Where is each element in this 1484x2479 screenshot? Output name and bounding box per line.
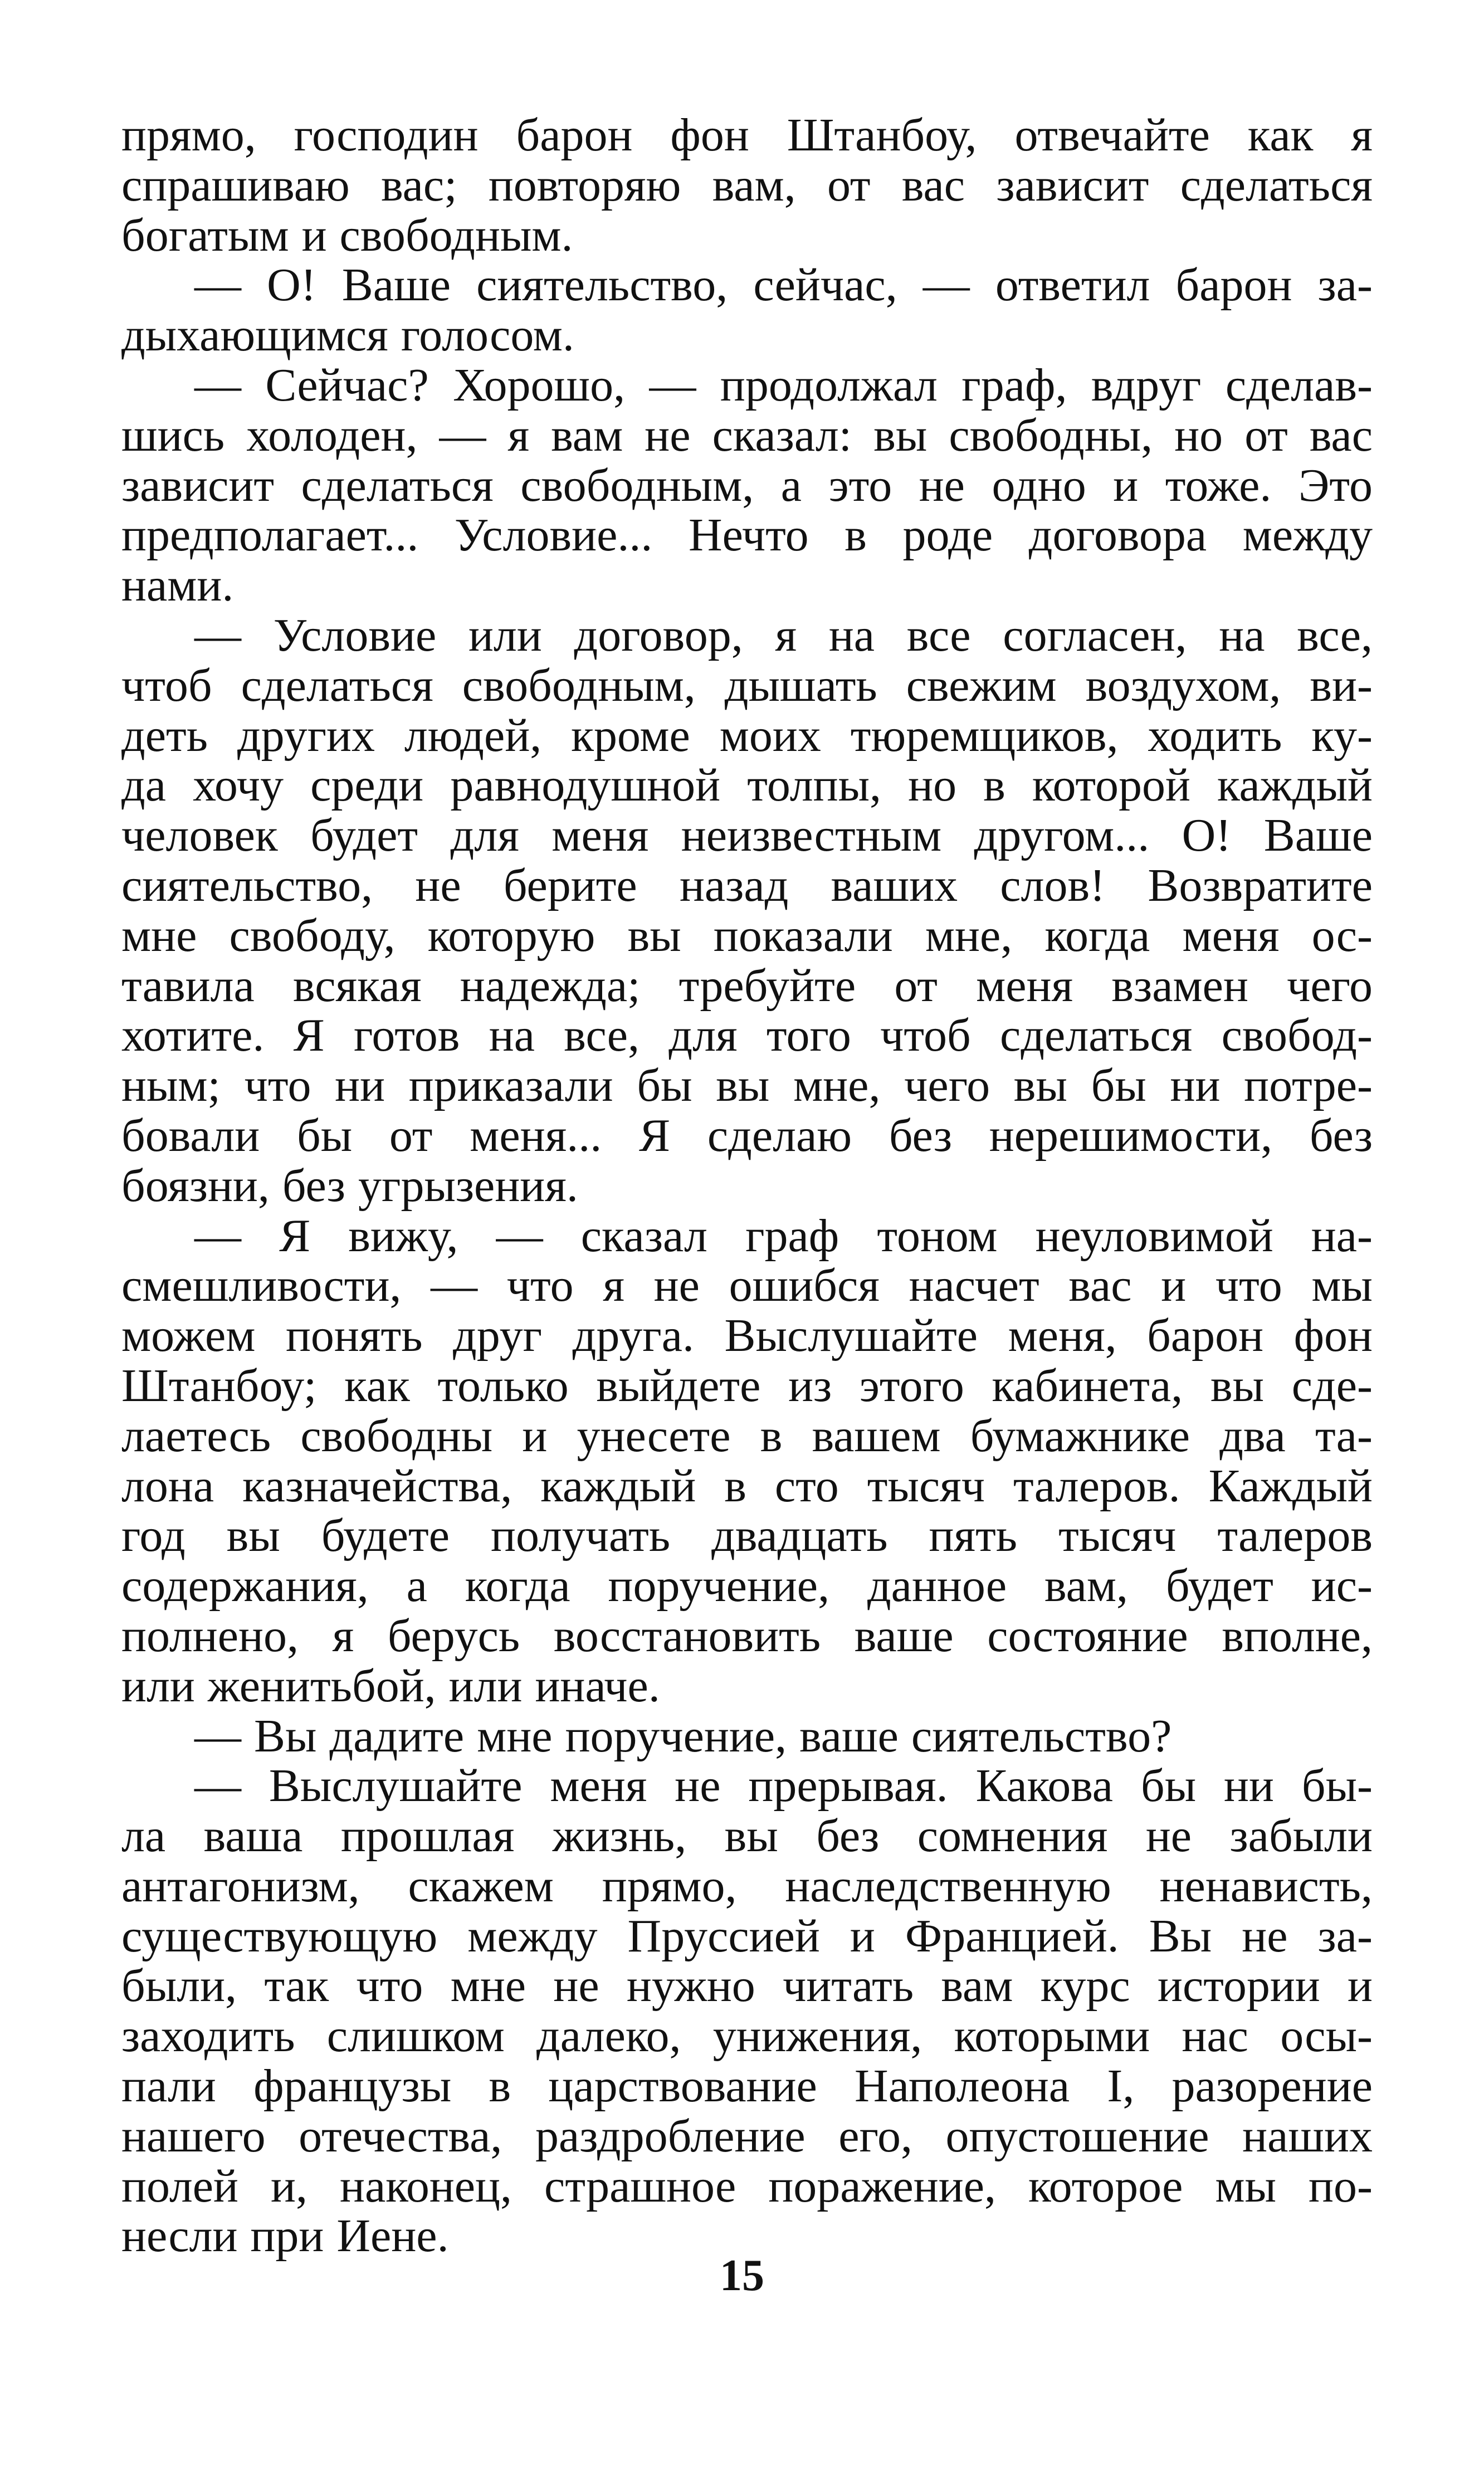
text-line: лона казначейства, каждый в сто тысяч талеров. Каждый (121, 1460, 1373, 1512)
text-line: можем понять друг друга. Выслушайте меня, барон фон (121, 1310, 1373, 1362)
text-line: спрашиваю вас; повторяю вам, от вас зависит сделаться (121, 159, 1373, 211)
text-line: нами. (121, 559, 234, 612)
text-line: прямо, господин барон фон Штанбоу, отвечайте как я (121, 109, 1373, 161)
text-line: — О! Ваше сиятельство, сейчас, — ответил барон за- (194, 259, 1373, 311)
text-line: человек будет для меня неизвестным другом... О! Ваше (121, 809, 1373, 862)
text-line: чтоб сделаться свободным, дышать свежим воздухом, ви- (121, 659, 1373, 711)
text-line: пали французы в царствование Наполеона I, разорение (121, 2060, 1373, 2112)
paragraph (121, 1711, 1373, 1761)
text-line: — Условие или договор, я на все согласен, на все, (194, 609, 1373, 661)
text-line: хотите. Я готов на все, для того чтоб сделаться свобод- (121, 1009, 1373, 1062)
text-line: полнено, я берусь восстановить ваше состояние вполне, (121, 1609, 1373, 1662)
paragraph (121, 260, 1373, 360)
text-line: заходить слишком далеко, унижения, которыми нас осы- (121, 2010, 1373, 2062)
text-line: несли при Иене. (121, 2210, 449, 2262)
text-line: бовали бы от меня... Я сделаю без нерешимости, без (121, 1109, 1373, 1162)
text-line: дыхающимся голосом. (121, 309, 574, 362)
text-line: мне свободу, которую вы показали мне, когда меня ос- (121, 909, 1373, 962)
paragraph (121, 110, 1373, 260)
text-line: ла ваша прошлая жизнь, вы без сомнения не забыли (121, 1810, 1373, 1862)
text-line: смешливости, — что я не ошибся насчет вас и что мы (121, 1260, 1373, 1312)
text-line: были, так что мне не нужно читать вам курс истории и (121, 1960, 1373, 2012)
body-text (121, 110, 1373, 2261)
text-line: деть других людей, кроме моих тюремщиков, ходить ку- (121, 709, 1373, 762)
text-line: ным; что ни приказали бы вы мне, чего вы бы ни потре- (121, 1060, 1373, 1112)
paragraph (121, 1211, 1373, 1711)
text-line: сиятельство, не берите назад ваших слов! Возвратите (121, 859, 1373, 911)
text-line: содержания, а когда поручение, данное вам, будет ис- (121, 1560, 1373, 1612)
text-line: антагонизм, скажем прямо, наследственную ненависть, (121, 1860, 1373, 1912)
text-line: да хочу среди равнодушной толпы, но в которой каждый (121, 759, 1373, 812)
paragraph (121, 611, 1373, 1211)
text-line: нашего отечества, раздробление его, опустошение наших (121, 2110, 1373, 2162)
page-number: 15 (720, 2251, 764, 2300)
text-line: предполагает... Условие... Нечто в роде договора между (121, 509, 1373, 562)
text-line: полей и, наконец, страшное поражение, которое мы по- (121, 2160, 1373, 2212)
text-line: существующую между Пруссией и Францией. Вы не за- (121, 1910, 1373, 1962)
text-line: тавила всякая надежда; требуйте от меня взамен чего (121, 959, 1373, 1012)
text-line: зависит сделаться свободным, а это не одно и тоже. Это (121, 459, 1373, 511)
text-line: шись холоден, — я вам не сказал: вы свободны, но от вас (121, 409, 1373, 461)
text-line: год вы будете получать двадцать пять тысяч талеров (121, 1510, 1373, 1562)
text-line: или женитьбой, или иначе. (121, 1660, 660, 1712)
paragraph (121, 360, 1373, 611)
text-line: — Сейчас? Хорошо, — продолжал граф, вдруг сделав- (194, 359, 1373, 411)
text-line: — Выслушайте меня не прерывая. Какова бы ни бы- (194, 1760, 1373, 1812)
text-line: — Вы дадите мне поручение, ваше сиятельство? (194, 1710, 1172, 1762)
text-line: — Я вижу, — сказал граф тоном неуловимой на- (194, 1209, 1373, 1262)
text-line: лаетесь свободны и унесете в вашем бумажнике два та- (121, 1409, 1373, 1462)
paragraph (121, 1761, 1373, 2261)
text-line: боязни, без угрызения. (121, 1159, 578, 1212)
text-line: богатым и свободным. (121, 209, 573, 261)
text-line: Штанбоу; как только выйдете из этого кабинета, вы сде- (121, 1359, 1373, 1412)
